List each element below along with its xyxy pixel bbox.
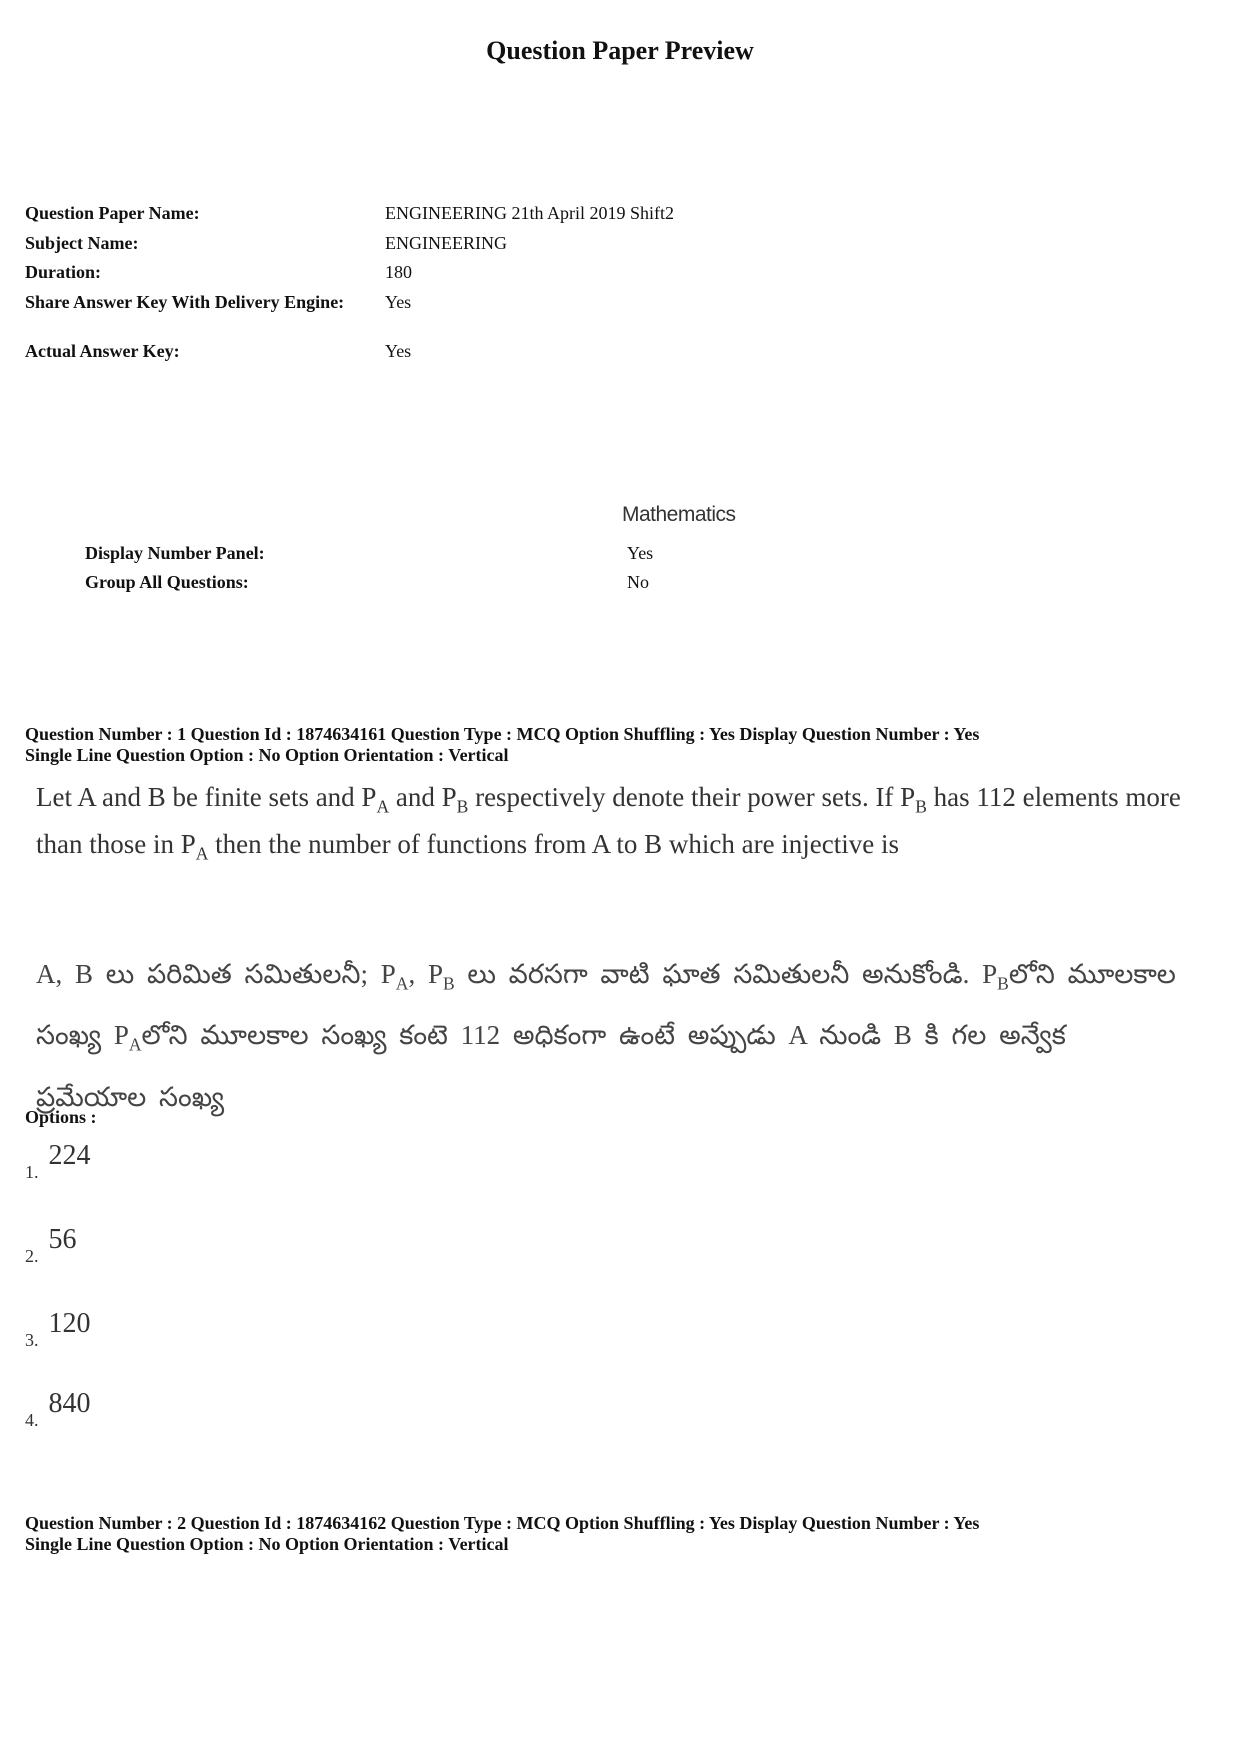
option-value: 120 [48, 1308, 91, 1339]
section-name: Mathematics [622, 503, 736, 526]
question-header [25, 724, 1215, 766]
paper-name-value: ENGINEERING 21th April 2019 Shift2 [385, 203, 674, 223]
display-number-panel-value: Yes [627, 543, 654, 563]
option-number: 3. [25, 1330, 39, 1350]
question-text-english [36, 778, 1186, 873]
options-label: Options : [25, 1107, 97, 1127]
q-text-part: has 112 elements more than those in P [36, 782, 1181, 860]
paper-name-label: Question Paper Name: [25, 203, 200, 223]
option-1[interactable] [25, 1140, 91, 1182]
q-text-part: లు వరసగా వాటి ఘాత సమితులనీ అనుకోండి. P [454, 959, 998, 989]
question-header [25, 1513, 1215, 1555]
q-text-part: then the number of functions from A to B which are injective is [208, 829, 900, 860]
share-answer-key-value: Yes [385, 292, 412, 312]
option-number: 2. [25, 1246, 39, 1266]
q-text-part: respectively denote their power sets. If P [468, 782, 916, 812]
option-value: 224 [48, 1140, 91, 1171]
q-text-sub: A [128, 1034, 142, 1055]
q-text-part: Let A and B be finite sets and P [36, 782, 377, 812]
q-text-part: లోని మూలకాల సంఖ్య P [36, 959, 1176, 1051]
actual-answer-key-value: Yes [385, 341, 412, 361]
duration-value: 180 [385, 262, 412, 282]
q-text-sub: B [442, 973, 455, 994]
q-text-part: లోని మూలకాల సంఖ్య కంటె 112 అధికంగా ఉంటే అప్పుడు A నుండి B కి గల అన్వేక ప్రమేయాల సంఖ్య [36, 1020, 1066, 1112]
question-header-line1: Question Number : 1 Question Id : 1874634161 Question Type : MCQ Option Shuffling : Yes Display Question Number : Yes [25, 724, 980, 744]
share-answer-key-label: Share Answer Key With Delivery Engine: [25, 292, 345, 312]
group-all-questions-value: No [627, 572, 649, 592]
q-text-sub: A [195, 843, 209, 864]
option-value: 56 [48, 1224, 77, 1255]
page-title: Question Paper Preview [486, 36, 754, 65]
option-3[interactable] [25, 1308, 91, 1350]
option-number: 4. [25, 1410, 39, 1430]
option-4[interactable] [25, 1388, 91, 1430]
q-text-part: A, B లు పరిమిత సమితులనీ; P [36, 959, 396, 989]
actual-answer-key-label: Actual Answer Key: [25, 341, 180, 361]
duration-label: Duration: [25, 262, 101, 282]
option-2[interactable] [25, 1224, 77, 1266]
q-text-part: and P [389, 782, 457, 812]
display-number-panel-label: Display Number Panel: [85, 543, 265, 563]
q-text-sub: A [376, 796, 390, 817]
q-text-sub: B [456, 796, 469, 817]
q-text-part: , P [408, 959, 443, 989]
subject-name-label: Subject Name: [25, 233, 139, 253]
question-header-line2: Single Line Question Option : No Option Orientation : Vertical [25, 1534, 509, 1554]
q-text-sub: A [395, 973, 409, 994]
subject-name-value: ENGINEERING [385, 233, 507, 253]
group-all-questions-label: Group All Questions: [85, 572, 249, 592]
option-value: 840 [48, 1388, 91, 1419]
option-number: 1. [25, 1162, 39, 1182]
q-text-sub: B [915, 796, 927, 817]
q-text-sub: B [997, 973, 1009, 994]
question-text-telugu [36, 948, 1186, 1123]
question-header-line2: Single Line Question Option : No Option Orientation : Vertical [25, 745, 509, 765]
question-header-line1: Question Number : 2 Question Id : 1874634162 Question Type : MCQ Option Shuffling : Yes Display Question Number : Yes [25, 1513, 980, 1533]
